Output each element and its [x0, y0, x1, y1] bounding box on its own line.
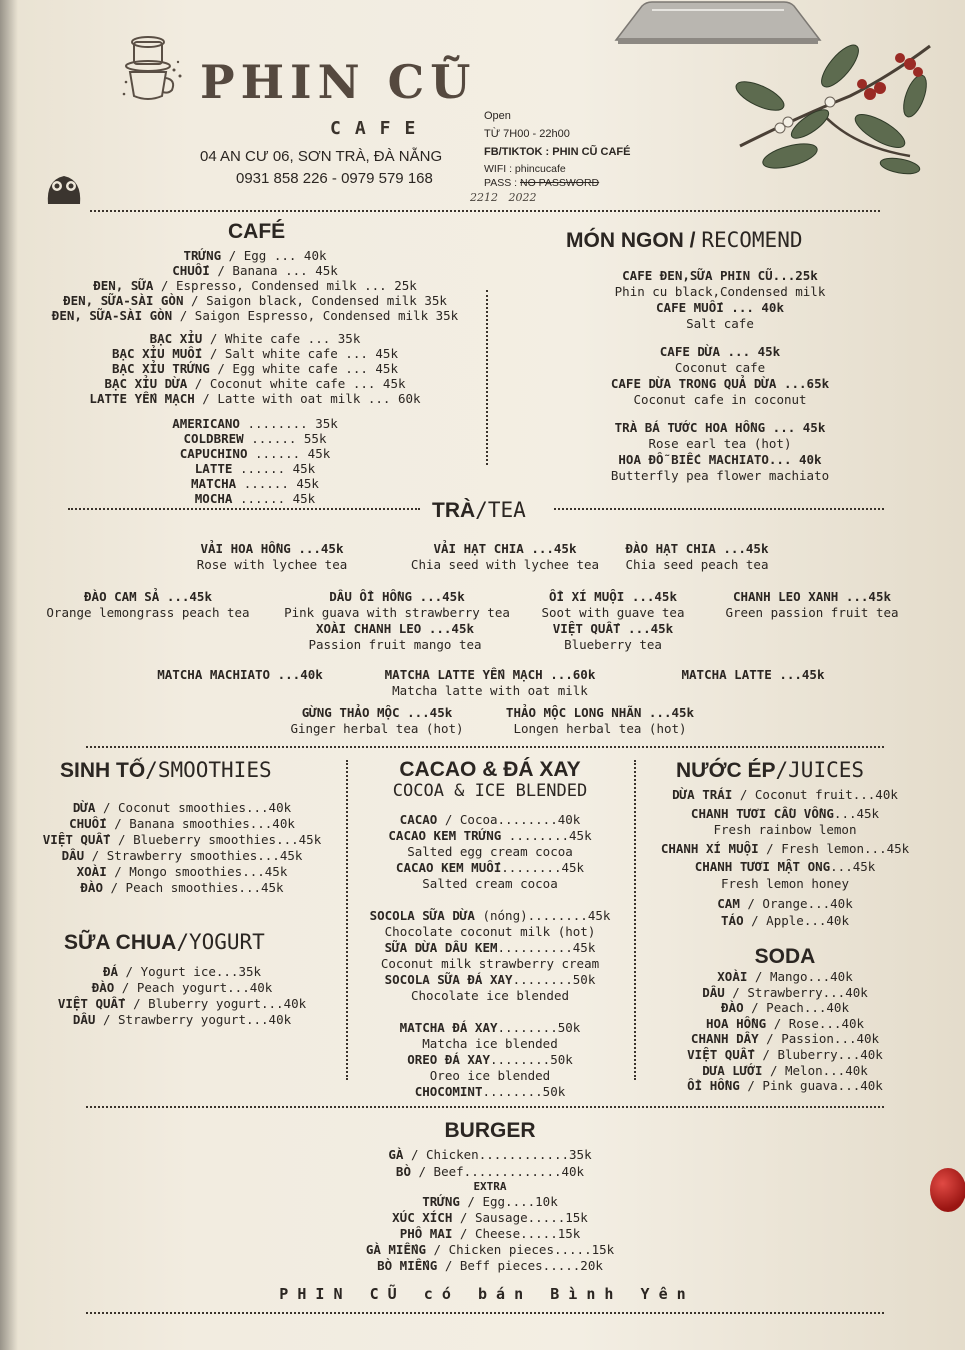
tea-item-desc: Ginger herbal tea (hot) [290, 721, 464, 736]
soda-item [640, 1031, 930, 1047]
cacao-item-detail: Salted egg cream cocoa [407, 844, 573, 859]
social-handle: FB/TIKTOK : PHIN CŨ CAFÉ [484, 146, 631, 158]
recommend-item-name: TRÀ BÁ TƯỚC HOA HỒNG ... 45k [614, 420, 826, 435]
recommend-title [566, 228, 803, 253]
cacao-item [352, 1068, 628, 1084]
yogurt-list [22, 964, 342, 1028]
header-divider [90, 210, 880, 212]
wifi-name: WIFI : phincucafe [484, 163, 566, 175]
cacao-item [352, 940, 628, 956]
cacao-item-detail: Chocolate coconut milk (hot) [384, 924, 596, 939]
cafe-item-detail: ...... 45k [232, 461, 316, 476]
smoothie-item [22, 816, 342, 832]
burger-extra-item [300, 1242, 680, 1258]
juices-title-vn: NƯỚC ÉP [676, 759, 776, 782]
yogurt-item-name: DÂU [72, 1012, 96, 1027]
burger-extra-detail: / Sausage.....15k [452, 1210, 588, 1225]
smoothie-item-detail: / Banana smoothies...40k [106, 816, 295, 831]
juice-item-detail: Fresh lemon honey [721, 875, 849, 891]
soda-item-name: DÂU [702, 984, 725, 1000]
cacao-item-detail: ........50k [482, 1084, 566, 1099]
juice-item-detail: / Fresh lemon...45k [758, 840, 910, 856]
cacao-item-detail: ..........45k [497, 940, 596, 955]
yogurt-item [22, 1012, 342, 1028]
burger-extra-name: XÚC XÍCH [392, 1210, 453, 1225]
cafe-item [30, 491, 480, 506]
juice-item [640, 913, 930, 930]
tea-item-name: MATCHA MACHIATO ...40k [157, 667, 323, 682]
cacao-item-name: CHOCOMINT [414, 1084, 483, 1099]
cafe-item-detail: / Saigon black, Condensed milk 35k [183, 293, 447, 308]
soda-item-name: VIỆT QUẤT [687, 1046, 755, 1062]
smoothie-item-name: DÂU [61, 848, 85, 863]
cafe-item-name: CHUỐI [172, 263, 210, 278]
cafe-item-detail: ...... 45k [247, 446, 331, 461]
soda-item-detail: / Rose...40k [766, 1015, 865, 1031]
juice-item-detail: / Apple...40k [743, 912, 849, 928]
cacao-item [352, 1020, 628, 1036]
tea-item-name: XOÀI CHANH LEO ...45k [315, 621, 475, 636]
smoothies-title-en: /SMOOTHIES [145, 758, 272, 782]
smoothie-item-detail: / Peach smoothies...45k [102, 880, 284, 895]
soda-item [640, 985, 930, 1001]
yogurt-item-name: ĐÀO [91, 980, 115, 995]
soda-item-name: DƯA LƯỚI [702, 1062, 763, 1078]
smoothie-item-name: DỪA [72, 800, 96, 815]
smoothie-item-detail: / Mongo smoothies...45k [106, 864, 288, 879]
cacao-item-detail: ........50k [497, 1020, 581, 1035]
cacao-item-detail: ........50k [512, 972, 596, 987]
soda-title: SODA [754, 945, 816, 968]
burger-extra-name: GÀ MIẾNG [365, 1242, 427, 1257]
cacao-item [352, 844, 628, 860]
yogurt-item [22, 964, 342, 980]
cacao-item [352, 1084, 628, 1100]
cafe-item-detail: / Banana ... 45k [209, 263, 338, 278]
cafe-item-detail: ...... 45k [232, 491, 316, 506]
tea-title [432, 498, 526, 523]
cacao-item [352, 988, 628, 1004]
owl-icon [44, 170, 84, 206]
burger-extra-item [300, 1226, 680, 1242]
cacao-item-name: SỮA DỪA DÂU KEM [384, 940, 498, 955]
yogurt-item-name: ĐÁ [102, 964, 119, 979]
burger-item-detail: / Beef.............40k [410, 1164, 585, 1179]
burger-list [300, 1146, 680, 1274]
left-edge-shadow [0, 0, 18, 1350]
yogurt-title [64, 930, 265, 955]
coffee-branch-illustration-icon [720, 36, 940, 176]
phone-numbers: 0931 858 226 - 0979 579 168 [236, 170, 433, 187]
brand-name: PHIN CŨ [200, 55, 477, 109]
yogurt-item-detail: / Bluberry yogurt...40k [125, 996, 307, 1011]
burger-extra-name: PHÔ MAI [399, 1226, 453, 1241]
footer-divider [86, 1312, 884, 1314]
yogurt-item [22, 996, 342, 1012]
cacao-item [352, 972, 628, 988]
soda-item-name: HOA HỒNG [705, 1015, 767, 1031]
smoothie-item-name: ĐÀO [80, 880, 103, 895]
cacao-item-name: CACAO [399, 812, 438, 827]
juice-item-name: CHANH TƯƠI CẦU VỒNG [690, 805, 834, 821]
cacao-item [352, 1052, 628, 1068]
tea-divider-right [554, 508, 884, 510]
burger-extra-item [300, 1194, 680, 1210]
juice-item-detail: ...45k [830, 859, 876, 874]
cafe-item-detail: / Egg ... 40k [221, 248, 327, 263]
address: 04 AN CƯ 06, SƠN TRÀ, ĐÀ NẴNG [200, 148, 443, 165]
soda-item-name: XOÀI [717, 969, 748, 984]
cacao-item-detail: Oreo ice blended [429, 1068, 551, 1083]
smoothies-column-divider [346, 760, 348, 1080]
cafe-item [30, 431, 480, 446]
juice-item [640, 876, 930, 893]
burger-item-name: GÀ [388, 1147, 404, 1162]
tea-item-name: MATCHA LATTE YẾN MẠCH ...60k [384, 667, 596, 682]
wifi-password-label: PASS : [484, 177, 518, 189]
cacao-item [352, 908, 628, 924]
soda-item [640, 1078, 930, 1094]
cacao-item [352, 924, 628, 940]
soda-item [640, 1016, 930, 1032]
cafe-item-name: ĐEN, SỮA [93, 278, 154, 293]
burger-extra-name: TRỨNG [422, 1194, 460, 1209]
smoothie-item-name: CHUỐI [69, 816, 107, 831]
cacao-item-detail: ........50k [490, 1052, 573, 1067]
cafe-item-detail: ...... 55k [243, 431, 327, 446]
tea-item [453, 621, 773, 653]
recommend-item-name: CAFE ĐEN,SỮA PHIN CŨ...25k [622, 268, 818, 283]
cafe-item-name: ĐEN, SỮA-SÀI GÒN [51, 308, 173, 323]
tea-item-desc: Orange lemongrass peach tea [46, 605, 250, 620]
cafe-item-detail: / Latte with oat milk ... 60k [194, 391, 421, 406]
cafe-item-name: MATCHA [191, 476, 237, 491]
yogurt-item-detail: / Strawberry yogurt...40k [95, 1012, 292, 1027]
cafe-item [30, 263, 480, 278]
soda-item-detail: / Peach...40k [743, 1000, 849, 1016]
cafe-item-detail: / Coconut white cafe ... 45k [187, 376, 406, 391]
cafe-item-name: COLDBREW [183, 431, 244, 446]
tea-item-name: VẢI HẠT CHIA ...45k [433, 541, 577, 556]
wifi-password-value: NO PASSWORD [520, 177, 600, 189]
cafe-item-detail: ........ 35k [239, 416, 338, 431]
tea-item-desc: Longen herbal tea (hot) [513, 721, 687, 736]
yogurt-title-en: /YOGURT [176, 930, 265, 954]
recommend-item-desc: Coconut cafe [674, 360, 766, 375]
burger-item-name: BÒ [395, 1164, 411, 1179]
cacao-item [352, 812, 628, 828]
smoothie-item [22, 832, 342, 848]
red-pin-icon [930, 1168, 965, 1212]
tea-item-name: GỪNG THẢO MỘC ...45k [301, 705, 453, 720]
burger-extra-name: BÒ MIẾNG [377, 1258, 438, 1273]
cacao-item-name: CACAO KEM TRỨNG [388, 828, 502, 843]
recommend-item-name: HOA ĐỖ BIẾC MACHIATO... 40k [618, 452, 822, 467]
tea-item [537, 541, 857, 573]
cacao-item [352, 876, 628, 892]
soda-item [640, 969, 930, 985]
cacao-item [352, 860, 628, 876]
tea-title-vn: TRÀ [432, 499, 476, 522]
tea-item-name: THẢO MỘC LONG NHÃN ...45k [505, 705, 695, 720]
cacao-title-vn: CACAO & ĐÁ XAY [399, 758, 581, 781]
cacao-item-detail: Chocolate ice blended [410, 988, 570, 1003]
soda-item-detail: / Pink guava...40k [739, 1078, 883, 1094]
juice-item-detail: / Coconut fruit...40k [732, 787, 898, 802]
juice-item [640, 896, 930, 913]
smoothie-item [22, 880, 342, 896]
juice-item [640, 806, 930, 823]
tea-title-en: /TEA [475, 498, 526, 522]
juice-item-name: CHANH XÍ MUỘI [660, 840, 759, 856]
smoothie-item-detail: / Coconut smoothies...40k [95, 800, 292, 815]
smoothie-item [22, 800, 342, 816]
cafe-item-name: LATTE [194, 461, 233, 476]
cacao-item-detail: ........45k [501, 860, 585, 875]
cafe-item [30, 361, 480, 376]
cafe-item-name: TRỨNG [183, 248, 222, 263]
recommend-item-desc: Phin cu black,Condensed milk [614, 284, 826, 299]
burger-extra-detail: / Cheese.....15k [452, 1226, 581, 1241]
recommend-item-name: CAFE DỪA ... 45k [659, 344, 781, 359]
tea-item [440, 705, 760, 737]
soda-item-detail: / Strawberry...40k [724, 984, 868, 1000]
cafe-item [30, 461, 480, 476]
soda-item-detail: / Bluberry...40k [754, 1046, 883, 1062]
tea-item [652, 589, 965, 621]
smoothie-item-name: VIỆT QUẤT [42, 832, 111, 847]
opening-hours: TỪ 7H00 - 22h00 [484, 128, 570, 140]
cafe-item-detail: / White cafe ... 35k [202, 331, 361, 346]
cafe-item-detail: / Espresso, Condensed milk ... 25k [153, 278, 417, 293]
cacao-item-name: SOCOLA SỮA ĐÁ XAY [384, 972, 513, 987]
soda-item-detail: / Passion...40k [758, 1031, 880, 1047]
tea-item-desc: Rose with lychee tea [196, 557, 348, 572]
recommend-item-desc: Butterfly pea flower machiato [610, 468, 830, 483]
soda-item-name: CHANH DÂY [690, 1031, 759, 1047]
cafe-item [30, 278, 480, 293]
smoothie-item-detail: / Strawberry smoothies...45k [84, 848, 303, 863]
burger-item [300, 1163, 680, 1180]
tea-item-desc: Passion fruit mango tea [308, 637, 482, 652]
cafe-item-name: BẠC XỈU TRỨNG [112, 361, 210, 376]
cafe-item-name: BẠC XỈU DỪA [104, 376, 188, 391]
cacao-item-name: CACAO KEM MUỐI [395, 860, 502, 875]
tea-item-name: ỔI XÍ MUỘI ...45k [549, 589, 677, 604]
soda-list [640, 969, 930, 1094]
handwritten-note: 2212 2022 [470, 191, 537, 204]
recommend-title-sep: / [683, 229, 702, 252]
cafe-item [30, 248, 480, 263]
cafe-item [30, 346, 480, 361]
cafe-item [30, 391, 480, 406]
cacao-item-name: OREO ĐÁ XAY [407, 1052, 490, 1067]
cafe-item-detail: ...... 45k [236, 476, 319, 491]
tea-item-name: ĐÀO CAM SẢ ...45k [84, 589, 212, 604]
juice-item-name: TÁO [721, 912, 744, 928]
burger-item-detail: / Chicken............35k [403, 1147, 592, 1162]
recommend-item-desc: Salt cafe [686, 316, 754, 331]
tea-item-desc: Green passion fruit tea [725, 605, 899, 620]
juice-item-detail: ...45k [833, 805, 880, 821]
cacao-item-detail: Salted cream cocoa [422, 876, 558, 891]
juice-item-name: CHANH TƯƠI MẬT ONG [694, 859, 831, 874]
tea-item-name: DÂU ỔI HỒNG ...45k [329, 589, 465, 604]
burger-extra-detail: / Egg....10k [459, 1194, 558, 1209]
cafe-item-name: ĐEN, SỮA-SÀI GÒN [63, 293, 184, 308]
cacao-title-en: COCOA & ICE BLENDED [392, 781, 588, 801]
cafe-list [30, 248, 480, 506]
tea-item-desc: Matcha latte with oat milk [392, 683, 588, 698]
cacao-item-detail: ........45k [501, 828, 592, 843]
cafe-title: CAFÉ [228, 220, 286, 243]
cafe-item [30, 308, 480, 323]
soda-item [640, 1047, 930, 1063]
burger-extra-item [300, 1258, 680, 1274]
tea-item-name: CHANH LEO XANH ...45k [732, 589, 892, 604]
wifi-password [484, 177, 599, 189]
cacao-item [352, 1036, 628, 1052]
cafe-column-divider [486, 290, 488, 465]
burger-extra-detail: / Chicken pieces.....15k [426, 1242, 615, 1257]
cafe-item [30, 293, 480, 308]
juice-item-detail: / Orange...40k [739, 896, 853, 911]
juice-item [640, 787, 930, 804]
soda-item-name: ỔI HỒNG [687, 1078, 740, 1094]
brand-subtitle: CAFE [330, 118, 430, 139]
smoothies-title-vn: SINH TỐ [60, 759, 146, 782]
tea-item-desc: Pink guava with strawberry tea [284, 605, 510, 620]
juice-item-name: CAM [717, 896, 740, 911]
cafe-item-detail: / Saigon Espresso, Condensed milk 35k [172, 308, 459, 323]
yogurt-item-detail: / Peach yogurt...40k [114, 980, 273, 995]
burger-title: BURGER [444, 1119, 536, 1142]
juice-item-detail: Fresh rainbow lemon [713, 822, 857, 837]
cafe-item [30, 376, 480, 391]
soda-item [640, 1063, 930, 1079]
cafe-item [30, 446, 480, 461]
cafe-item [30, 476, 480, 491]
recommend-list [560, 268, 880, 484]
recommend-title-en: RECOMEND [701, 228, 803, 252]
soda-item-name: ĐÀO [721, 1000, 744, 1016]
tea-item-name: MATCHA LATTE ...45k [681, 667, 825, 682]
tea-divider-left [68, 508, 420, 510]
open-label: Open [484, 110, 511, 122]
recommend-title-vn: MÓN NGON [566, 229, 684, 252]
footer-slogan: P H I N C Ũ c ó b á n B ì n h Y ê n [279, 1285, 686, 1303]
burger-extra-label: EXTRA [473, 1180, 507, 1193]
tea-item-desc: Chia seed peach tea [625, 557, 769, 572]
tea-item-name: VẢI HOA HỒNG ...45k [200, 541, 344, 556]
smoothie-item-name: XOÀI [76, 864, 107, 879]
burger-extra-item [300, 1210, 680, 1226]
cafe-item [30, 416, 480, 431]
cafe-item-name: CAPUCHINO [179, 446, 248, 461]
juice-item [640, 859, 930, 876]
juice-item [640, 822, 930, 839]
juice-item-name: DỪA TRÁI [672, 787, 733, 802]
tea-item [593, 667, 913, 683]
cacao-list [352, 812, 628, 1100]
cacao-item-name: MATCHA ĐÁ XAY [399, 1020, 498, 1035]
cafe-item [30, 331, 480, 346]
juices-list [640, 787, 930, 929]
cafe-item-detail: / Egg white cafe ... 45k [209, 361, 398, 376]
juices-column-divider [634, 760, 636, 1080]
juices-title-en: /JUICES [775, 758, 865, 782]
cacao-item [352, 828, 628, 844]
tea-item-desc: Soot with guave tea [541, 605, 685, 620]
juice-item [640, 841, 930, 858]
cacao-item-name: SOCOLA SỮA DỪA [369, 908, 475, 923]
cafe-item-name: MOCHA [194, 491, 233, 506]
soda-item-detail: / Mango...40k [747, 969, 853, 984]
smoothie-item-detail: / Blueberry smoothies...45k [110, 832, 322, 847]
tea-item-name: ĐÀO HẠT CHIA ...45k [625, 541, 769, 556]
juices-title [676, 758, 864, 783]
cacao-item-detail: / Cocoa........40k [437, 812, 581, 827]
cafe-item-name: LATTE YẾN MẠCH [89, 391, 195, 406]
smoothie-item [22, 848, 342, 864]
tea-item-desc: Blueberry tea [564, 637, 662, 652]
smoothie-item [22, 864, 342, 880]
recommend-item-name: CAFE DỪA TRONG QUẢ DỪA ...65k [610, 376, 830, 391]
smoothies-divider [86, 746, 884, 748]
yogurt-item [22, 980, 342, 996]
cafe-item-name: BẠC XỈU MUỐI [112, 346, 203, 361]
burger-item [300, 1146, 680, 1163]
smoothies-title [60, 758, 272, 783]
recommend-item-name: CAFE MUỐI ... 40k [656, 300, 784, 315]
burger-extra-detail: / Beff pieces.....20k [437, 1258, 603, 1273]
soda-item-detail: / Melon...40k [762, 1062, 868, 1078]
cacao-item-detail: Matcha ice blended [422, 1036, 558, 1051]
cacao-item-detail: (nóng)........45k [474, 908, 611, 923]
cacao-item-detail: Coconut milk strawberry cream [380, 956, 600, 971]
cafe-item-name: AMERICANO [172, 416, 240, 431]
burger-divider [86, 1106, 884, 1108]
yogurt-item-name: VIỆT QUẤT [57, 996, 126, 1011]
soda-item [640, 1000, 930, 1016]
cafe-item-name: BẠC XỈU [149, 331, 203, 346]
tea-item-desc: Chia seed with lychee tea [410, 557, 600, 572]
phin-coffee-logo-icon [118, 32, 188, 108]
recommend-item-desc: Rose earl tea (hot) [648, 436, 792, 451]
recommend-item-desc: Coconut cafe in coconut [633, 392, 807, 407]
tea-item-name: VIỆT QUẤT ...45k [552, 621, 674, 636]
cacao-item [352, 956, 628, 972]
smoothies-list [22, 800, 342, 896]
cafe-item-detail: / Salt white cafe ... 45k [202, 346, 398, 361]
yogurt-title-vn: SỮA CHUA [64, 931, 177, 954]
yogurt-item-detail: / Yogurt ice...35k [118, 964, 262, 979]
